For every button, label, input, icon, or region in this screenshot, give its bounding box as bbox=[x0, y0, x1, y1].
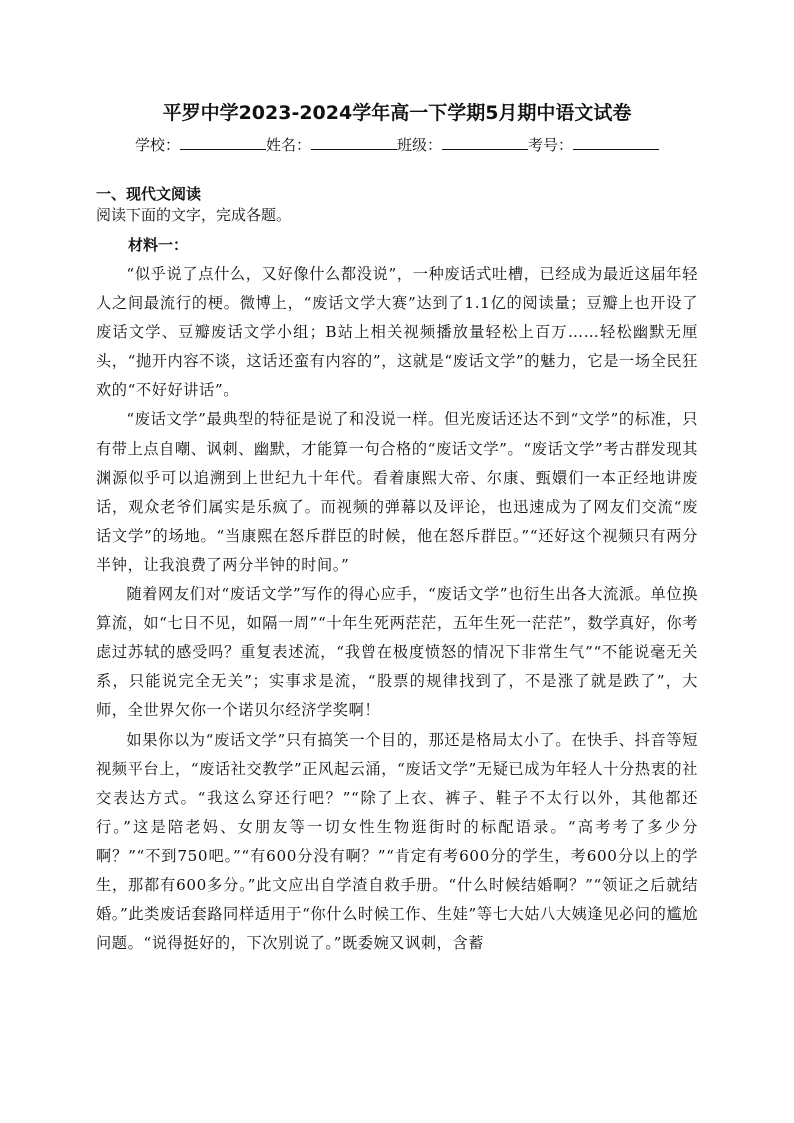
reading-passage bbox=[96, 260, 698, 958]
passage-paragraph: “废话文学”最典型的特征是说了和没说一样。但光废话还达不到“文学”的标准，只有带上点自嘲、讽刺、幽默，才能算一句合格的“废话文学”。“废话文学”考古群发现其渊源似乎可以追溯到上世纪九十年代。看着康熙大帝、尔康、甄嬛们一本正经地讲废话，观众老爷们属实是乐疯了。而视频的弹幕以及评论，也迅速成为了网友们交流“废话文学”的场地。“当康熙在怒斥群臣的时候，他在怒斥群臣。”“还好这个视频只有两分半钟，让我浪费了两分半钟的时间。” bbox=[96, 410, 698, 574]
student-info-line bbox=[0, 134, 794, 156]
material-label: 材料一： bbox=[128, 236, 189, 254]
name-field bbox=[266, 134, 397, 156]
school-blank[interactable] bbox=[180, 135, 266, 150]
class-label: 班级： bbox=[397, 136, 443, 154]
exam-number-blank[interactable] bbox=[573, 135, 659, 150]
reading-instruction: 阅读下面的文字，完成各题。 bbox=[96, 206, 292, 224]
exam-number-label: 考号： bbox=[528, 136, 574, 154]
section-heading: 一、现代文阅读 bbox=[96, 185, 202, 203]
passage-paragraph: 随着网友们对“废话文学”写作的得心应手，“废话文学”也衍生出各大流派。单位换算流，如“七日不见，如隔一周”“十年生死两茫茫，五年生死一茫茫”，数学真好，你考虑过苏轼的感受吗？重复表述流，“我曾在极度愤怒的情况下非常生气”“不能说毫无关系，只能说完全无关”；实事求是流，“股票的规律找到了，不是涨了就是跌了”，大师，全世界欠你一个诺贝尔经济学奖啊！ bbox=[96, 585, 698, 720]
exam-title: 平罗中学2023-2024学年高一下学期5月期中语文试卷 bbox=[162, 102, 632, 124]
name-label: 姓名： bbox=[265, 136, 311, 154]
class-field bbox=[397, 134, 528, 156]
passage-paragraph: “似乎说了点什么，又好像什么都没说”，一种废话式吐槽，已经成为最近这届年轻人之间最流行的梗。微博上，“废话文学大赛”达到了1.1亿的阅读量；豆瓣上也开设了废话文学、豆瓣废话文学小组；B站上相关视频播放量轻松上百万……轻松幽默无厘头，“抛开内容不谈，这话还蛮有内容的”，这就是“废话文学”的魅力，它是一场全民狂欢的“不好好讲话”。 bbox=[96, 265, 698, 400]
class-blank[interactable] bbox=[442, 135, 528, 150]
passage-paragraph: 如果你以为“废话文学”只有搞笑一个目的，那还是格局太小了。在快手、抖音等短视频平台上，“废话社交教学”正风起云涌，“废话文学”无疑已成为年轻人十分热衷的社交表达方式。“我这么穿还行吧？”“除了上衣、裤子、鞋子不太行以外，其他都还行。”这是陪老妈、女朋友等一切女性生物逛街时的标配语录。“高考考了多少分啊？”“不到750吧。”“有600分没有啊？”“肯定有考600分的学生，考600分以上的学生，那都有600多分。”此文应出自学渣自救手册。“什么时候结婚啊？”“领证之后就结婚。”此类废话套路同样适用于“你什么时候工作、生娃”等七大姑八大姨逢见必问的尴尬问题。“说得挺好的，下次别说了。”既委婉又讽刺，含蓄 bbox=[96, 730, 698, 953]
school-label: 学校： bbox=[134, 136, 180, 154]
exam-number-field bbox=[528, 134, 659, 156]
school-field bbox=[135, 134, 266, 156]
name-blank[interactable] bbox=[311, 135, 397, 150]
